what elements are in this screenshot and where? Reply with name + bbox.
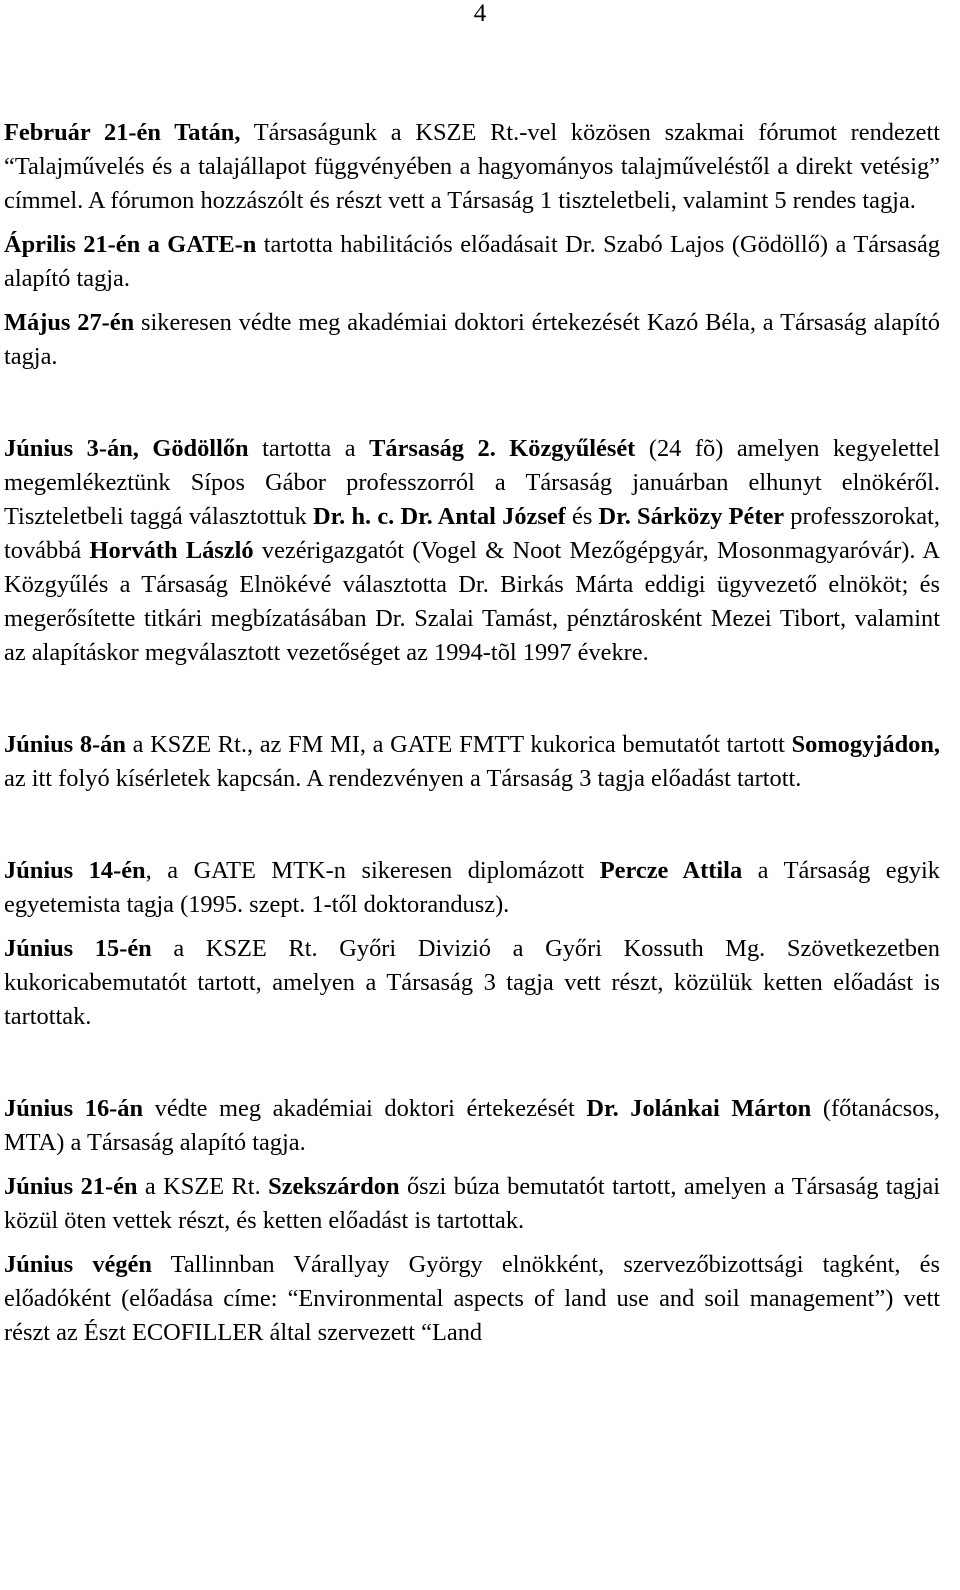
bold-text: Június 3-án, Gödöllőn <box>4 435 249 462</box>
bold-text: Dr. Jolánkai Márton <box>586 1095 812 1122</box>
body-text: védte meg akadémiai doktori értekezését <box>143 1095 587 1122</box>
paragraph <box>4 1248 940 1350</box>
bold-text: Szekszárdon <box>268 1173 400 1200</box>
bold-text: Június 21-én <box>4 1173 138 1200</box>
bold-text: Dr. Sárközy Péter <box>598 503 785 530</box>
bold-text: Június 14-én <box>4 857 146 884</box>
bold-text: Június 15-én <box>4 935 152 962</box>
paragraph <box>4 116 940 218</box>
paragraph <box>4 1170 940 1238</box>
body-text: tartotta habilitációs előadásait Dr. Szabó Lajos (Gödöllő) a Társaság alapító tagja. <box>4 231 941 292</box>
paragraph <box>4 228 940 296</box>
paragraph-spacer <box>4 1044 940 1092</box>
body-text: (24 fõ) amelyen kegyelettel megemlékeztünk Sípos Gábor professzorról a Társaság januárban elhunyt elnökéről. Tiszteletbeli taggá választottuk <box>4 435 940 530</box>
paragraph-spacer <box>4 384 940 432</box>
body-text: Társaságunk a KSZE Rt.-vel közösen szakmai fórumot rendezett “Talajművelés és a talajállapot függvényében a hagyományos talajműveléstől a direkt vetésig” címmel. A fórumon hozzászólt és részt vett a Társaság 1 tiszteletbeli, valamint 5 rendes tagja. <box>4 119 940 214</box>
body-text: Tallinnban Várallyay György elnökként, szervezőbizottsági tagként, és előadóként (előadása címe: “Environmental aspects of land use and soil management”) vett részt az Észt ECOFILLER által szervezett “Land <box>4 1251 940 1346</box>
bold-text: Társaság 2. Közgyűlését <box>369 435 636 462</box>
bold-text: Június 16-án <box>4 1095 144 1122</box>
paragraph <box>4 728 940 796</box>
body-text: a Társaság egyik egyetemista tagja (1995. szept. 1-től doktorandusz). <box>4 857 940 918</box>
bold-text: Május 27-én <box>4 309 135 336</box>
body-text: professzorokat, továbbá <box>4 503 940 564</box>
body-text: vezérigazgatót (Vogel & Noot Mezőgépgyár, Mosonmagyaróvár). A Közgyűlés a Társaság Elnökévé választotta Dr. Birkás Márta eddigi ügyvezető elnököt; és megerősítette titkári megbízatásában Dr. Szalai Tamást, pénztárosként Mezei Tibort, valamint az alapításkor megválasztott vezetőséget az 1994-tõl 1997 évekre. <box>4 537 941 666</box>
bold-text: Június végén <box>4 1251 152 1278</box>
page-number: 4 <box>473 0 487 27</box>
bold-text: Somogyjádon, <box>791 731 941 758</box>
bold-text: Horváth László <box>89 537 254 564</box>
body-text: az itt folyó kísérletek kapcsán. A rendezvényen a Társaság 3 tagja előadást tartott. <box>4 765 802 792</box>
body-text: sikeresen védte meg akadémiai doktori értekezését Kazó Béla, a Társaság alapító tagja. <box>4 309 940 370</box>
body-text: , a GATE MTK-n sikeresen diplomázott <box>145 857 600 884</box>
bold-text: Február 21-én Tatán, <box>4 119 241 146</box>
body-text: tartotta a <box>248 435 370 462</box>
body-text: (főtanácsos, MTA) a Társaság alapító tagja. <box>4 1095 941 1156</box>
body-text: a KSZE Rt., az FM MI, a GATE FMTT kukorica bemutatót tartott <box>125 731 792 758</box>
body-text: a KSZE Rt. <box>137 1173 269 1200</box>
body-text: őszi búza bemutatót tartott, amelyen a Társaság tagjai közül öten vettek részt, és ketten előadást is tartottak. <box>4 1173 940 1234</box>
paragraph <box>4 1092 940 1160</box>
bold-text: Április 21-én a GATE-n <box>4 231 257 258</box>
paragraph-spacer <box>4 680 940 728</box>
paragraph <box>4 432 940 670</box>
document-body <box>4 116 940 1360</box>
body-text: és <box>565 503 599 530</box>
bold-text: Percze Attila <box>599 857 743 884</box>
paragraph <box>4 932 940 1034</box>
paragraph <box>4 854 940 922</box>
bold-text: Június 8-án <box>4 731 126 758</box>
body-text: a KSZE Rt. Győri Divizió a Győri Kossuth Mg. Szövetkezetben kukoricabemutatót tartott, amelyen a Társaság 3 tagja vett részt, közülük ketten előadást is tartottak. <box>4 935 940 1030</box>
paragraph <box>4 306 940 374</box>
paragraph-spacer <box>4 806 940 854</box>
bold-text: Dr. h. c. Dr. Antal József <box>312 503 566 530</box>
